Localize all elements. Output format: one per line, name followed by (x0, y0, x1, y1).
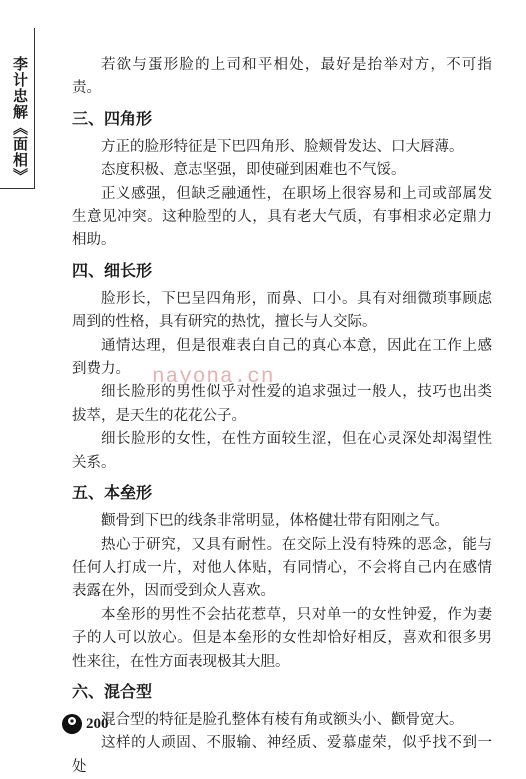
paragraph: 若欲与蛋形脸的上司和平相处，最好是抬举对方，不可指责。 (72, 57, 492, 97)
paragraph: 细长脸形的男性似乎对性爱的追求强过一般人，技巧也出类拔萃，是天生的花花公子。 (72, 384, 492, 424)
paragraph: 正义感强，但缺乏融通性，在职场上很容易和上司或部属发生意见冲突。这种脸型的人，具有老大气质，有事相求必定鼎力相助。 (72, 185, 492, 249)
page-number-text: 200 (86, 715, 109, 732)
page-content (72, 54, 492, 779)
paragraph: 这样的人顽固、不服输、神经质、爱慕虚荣，似乎找不到一处 (72, 735, 492, 775)
sidebar-rule (34, 28, 35, 188)
paragraph: 颧骨到下巴的线条非常明显，体格健壮带有阳刚之气。 (101, 513, 449, 530)
section-heading: 三、四角形 (72, 108, 153, 128)
paragraph: 细长脸形的女性，在性方面较生涩，但在心灵深处却渴望性关系。 (72, 431, 492, 471)
paragraph: 通情达理，但是很难表白自己的真心本意，因此在工作上感到费力。 (72, 337, 492, 378)
section-heading: 六、混合型 (72, 681, 153, 701)
watermark: nayona.cn (152, 366, 275, 389)
page-number (60, 712, 109, 736)
paragraph: 热心于研究，又具有耐性。在交际上没有特殊的恶念，能与任何人打成一片，对他人体贴，有同情心，不会将自己内在感情表露在外，因而受到众人喜欢。 (72, 536, 492, 600)
paragraph: 脸形长，下巴呈四角形，而鼻、口小。具有对细微琐事顾虑周到的性格，具有研究的热忱，擅长与人交际。 (72, 290, 492, 331)
section-heading: 五、本垒形 (72, 483, 153, 503)
book-title: 李计忠解《面相》 (11, 56, 29, 184)
paragraph: 本垒形的男性不会拈花惹草，只对单一的女性钟爱，作为妻子的人可以放心。但是本垒形的女性却恰好相反，喜欢和很多男性来往，在性方面表现极其大胆。 (72, 606, 492, 670)
sidebar-rule-bottom (0, 188, 35, 189)
page-ornament-icon (60, 712, 84, 736)
paragraph: 混合型的特征是脸孔整体有棱有角或额头小、颧骨宽大。 (101, 711, 464, 728)
paragraph: 方正的脸形特征是下巴四角形、脸颊骨发达、口大唇薄。 (101, 138, 464, 155)
section-heading: 四、细长形 (72, 260, 153, 280)
paragraph: 态度积极、意志坚强，即使碰到困难也不气馁。 (101, 162, 406, 179)
